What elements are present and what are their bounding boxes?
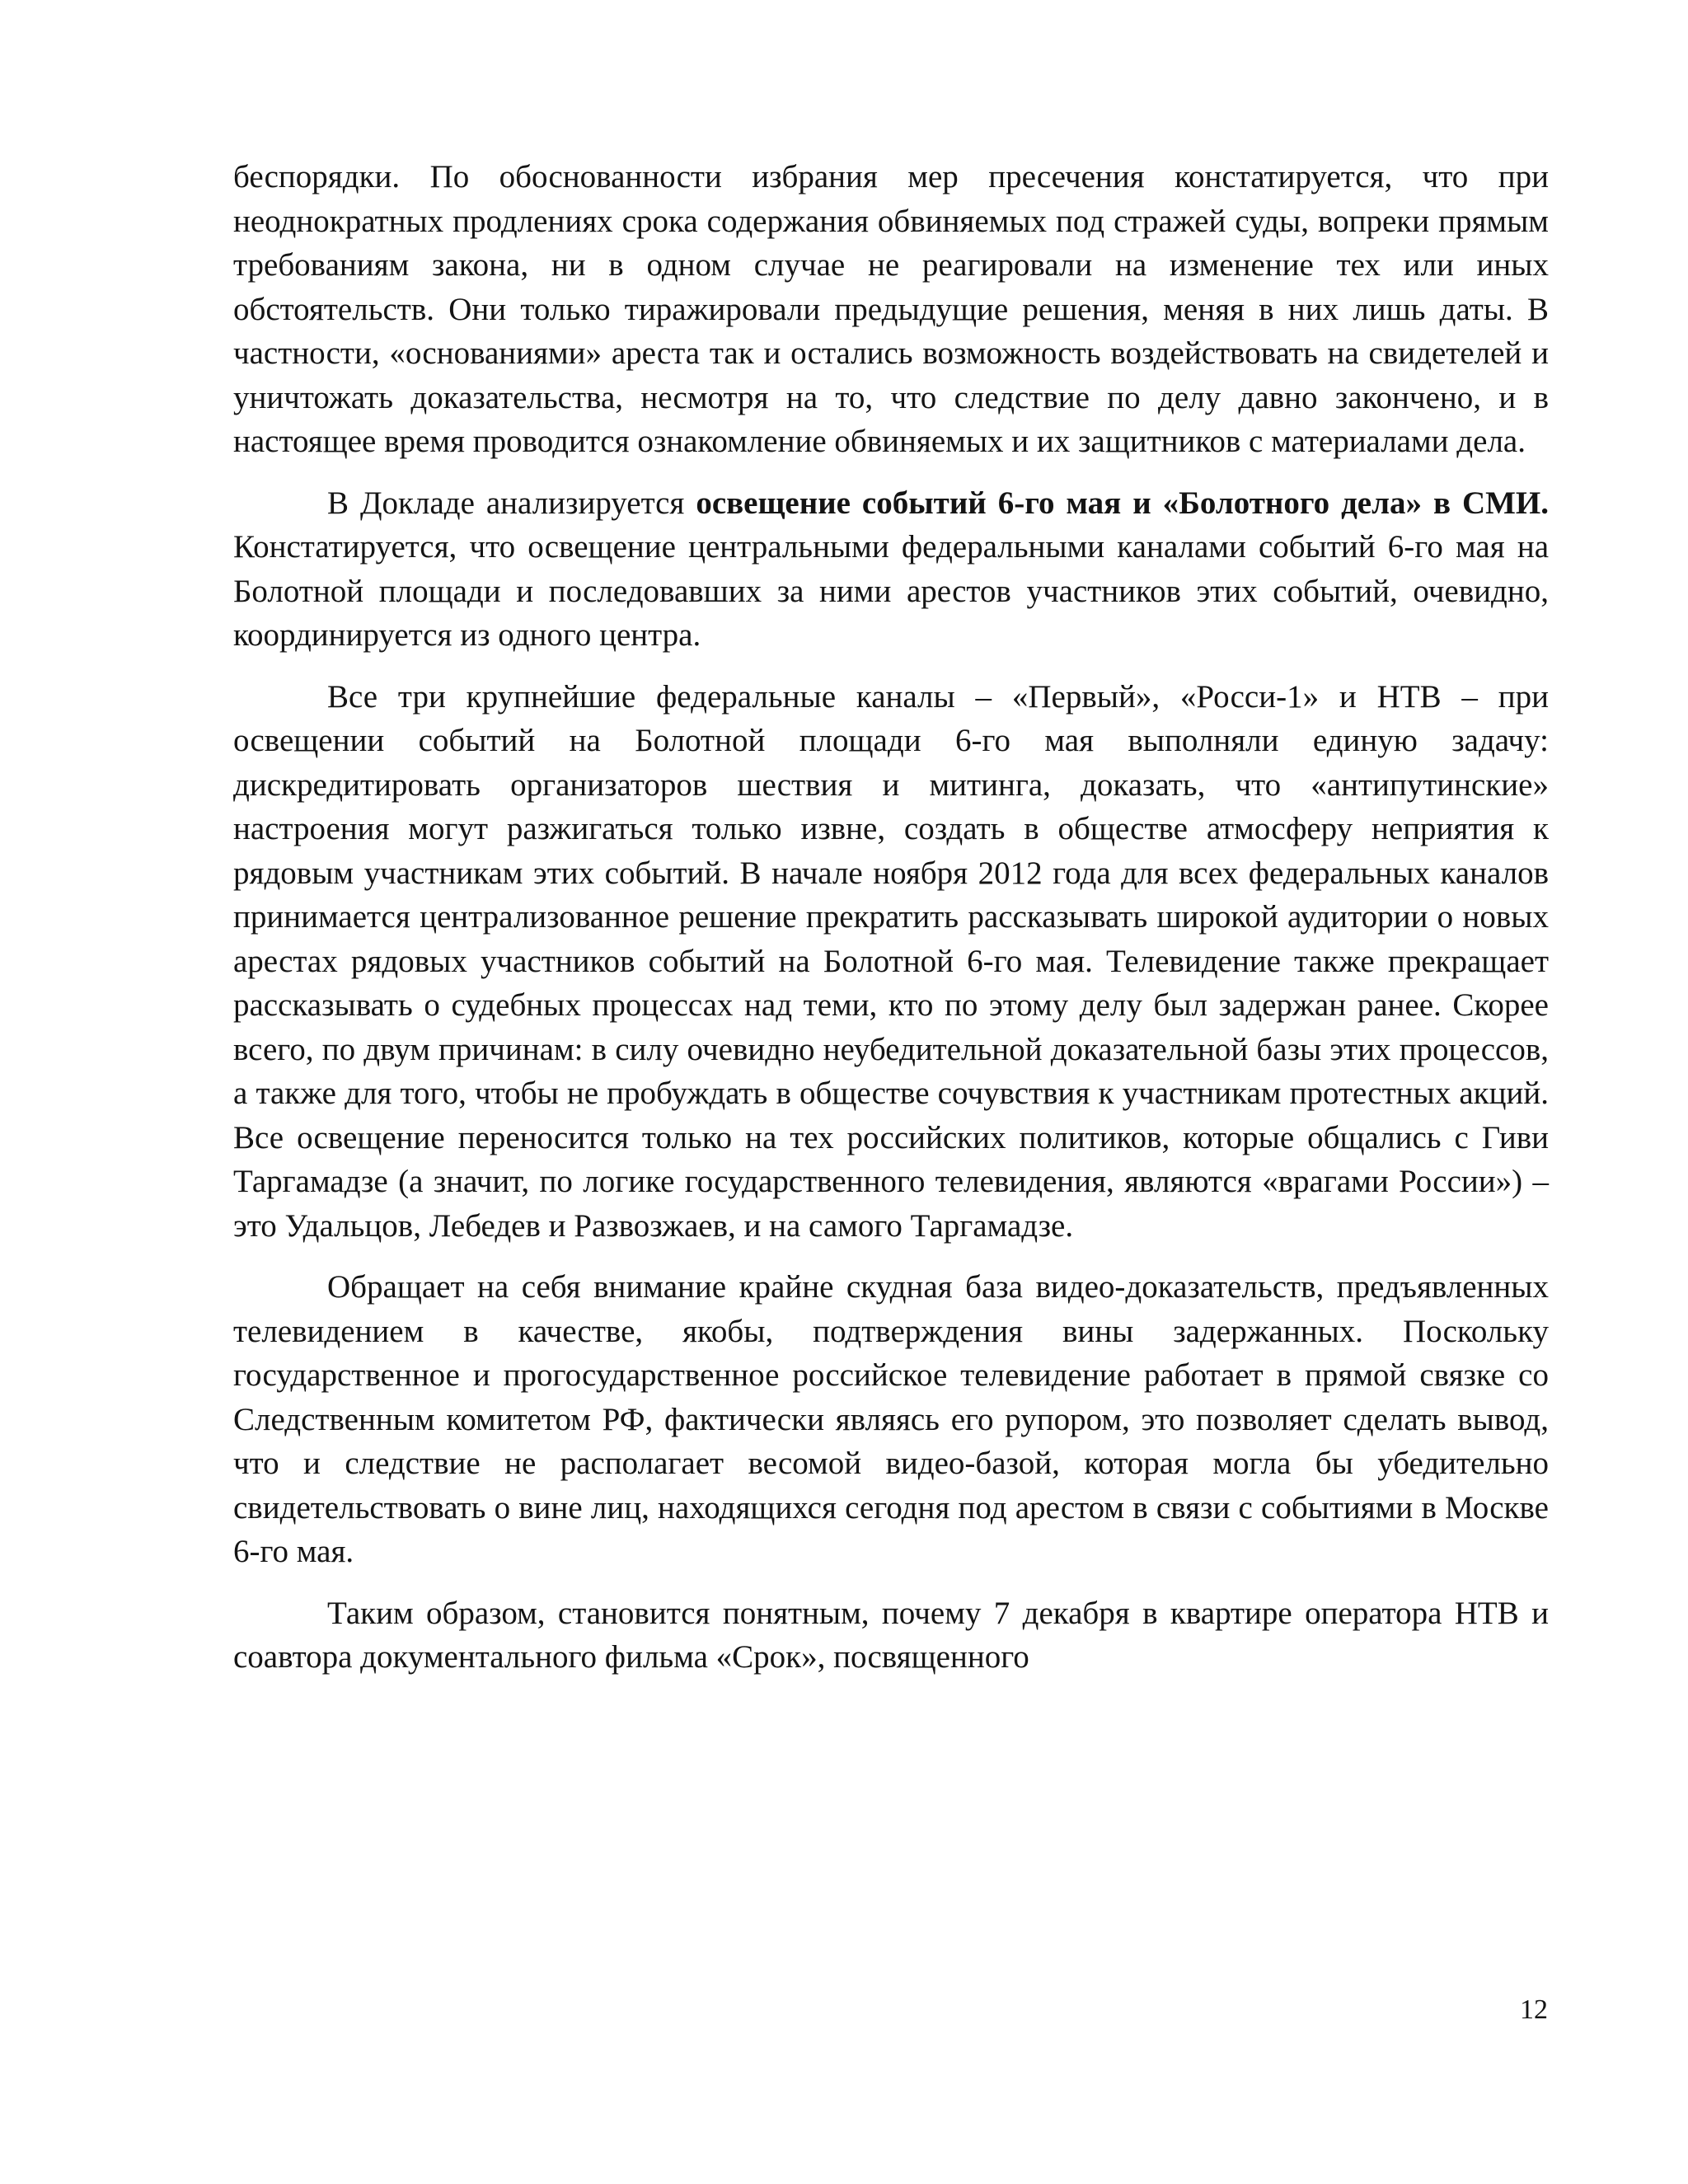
paragraph-2-intro: В Докладе анализируется <box>327 485 696 521</box>
paragraph-2 <box>233 481 1549 658</box>
paragraph-4-text: Обращает на себя внимание крайне скудная база видео-доказательств, предъявленных телевидением в качестве, якобы, подтверждения вины задержанных. Поскольку государственное и прогосударственное российское телевидение работает в прямой связке со Следственным комитетом РФ, фактически являясь его рупором, это позволяет сделать вывод, что и следствие не располагает весомой видео-базой, которая могла бы убедительно свидетельствовать о вине лиц, находящихся сегодня под арестом в связи с событиями в Москве 6-го мая. <box>233 1269 1549 1569</box>
paragraph-1-text: беспорядки. По обоснованности избрания мер пресечения констатируется, что при неоднократных продлениях срока содержания обвиняемых под стражей суды, вопреки прямым требованиям закона, ни в одном случае не реагировали на изменение тех или иных обстоятельств. Они только тиражировали предыдущие решения, меняя в них лишь даты. В частности, «основаниями» ареста так и остались возможность воздействовать на свидетелей и уничтожать доказательства, несмотря на то, что следствие по делу давно закончено, и в настоящее время проводится ознакомление обвиняемых и их защитников с материалами дела. <box>233 159 1549 459</box>
paragraph-2-bold-heading: освещение событий 6-го мая и «Болотного дела» в СМИ. <box>696 485 1550 521</box>
paragraph-3 <box>233 675 1549 1249</box>
paragraph-5-text: Таким образом, становится понятным, почему 7 декабря в квартире оператора НТВ и соавтора документального фильма «Срок», посвященного <box>233 1595 1549 1675</box>
paragraph-4 <box>233 1265 1549 1574</box>
paragraph-3-text: Все три крупнейшие федеральные каналы – «Первый», «Росси-1» и НТВ – при освещении событий на Болотной площади 6-го мая выполняли единую задачу: дискредитировать организаторов шествия и митинга, доказать, что «антипутинские» настроения могут разжигаться только извне, создать в обществе атмосферу неприятия к рядовым участникам этих событий. В начале ноября 2012 года для всех федеральных каналов принимается централизованное решение прекратить рассказывать широкой аудитории о новых арестах рядовых участников событий на Болотной 6-го мая. Телевидение также прекращает рассказывать о судебных процессах над теми, кто по этому делу был задержан ранее. Скорее всего, по двум причинам: в силу очевидно неубедительной доказательной базы этих процессов, а также для того, чтобы не пробуждать в обществе сочувствия к участникам протестных акций. Все освещение переносится только на тех российских политиков, которые общались с Гиви Таргамадзе (а значит, по логике государственного телевидения, являются «врагами России») – это Удальцов, Лебедев и Развозжаев, и на самого Таргамадзе. <box>233 678 1549 1244</box>
paragraph-2-text: Констатируется, что освещение центральными федеральными каналами событий 6-го мая на Болотной площади и последовавших за ними арестов участников этих событий, очевидно, координируется из одного центра. <box>233 529 1549 653</box>
paragraph-5 <box>233 1591 1549 1680</box>
body-text <box>233 155 1549 1697</box>
page-number: 12 <box>1520 1994 1548 2025</box>
paragraph-1 <box>233 155 1549 464</box>
